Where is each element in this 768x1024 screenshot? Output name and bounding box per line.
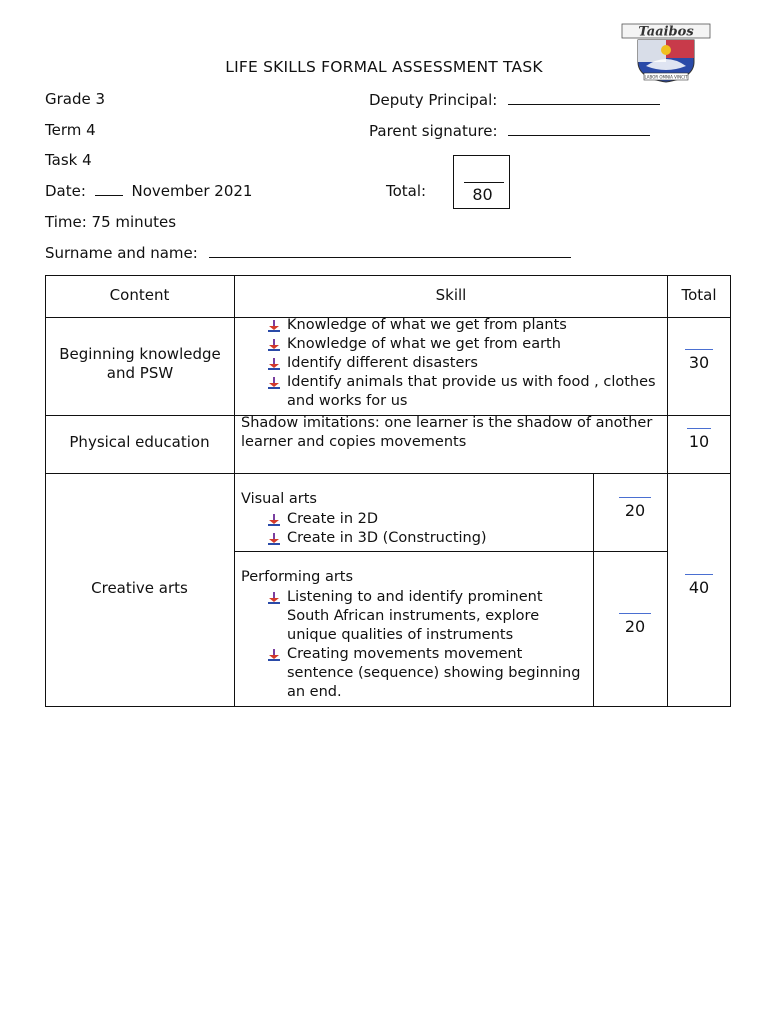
arrow-bullet-icon bbox=[267, 376, 281, 390]
deputy-signature-blank[interactable] bbox=[508, 104, 660, 105]
surname-label: Surname and name: bbox=[45, 244, 198, 262]
date-field bbox=[45, 182, 252, 200]
time-label: Time: 75 minutes bbox=[45, 213, 177, 231]
list-item: Identify animals that provide us with food , clothes and works for us bbox=[265, 373, 665, 411]
list-item: Create in 2D bbox=[265, 510, 585, 529]
skill-list-visual-arts bbox=[265, 510, 585, 548]
logo-text: Taaibos bbox=[638, 24, 694, 40]
list-item: Knowledge of what we get from plants bbox=[265, 316, 665, 335]
task-label: Task 4 bbox=[45, 151, 92, 169]
parent-signature-blank[interactable] bbox=[508, 135, 650, 136]
header-skill: Skill bbox=[435, 286, 467, 304]
score-performing-arts: 20 bbox=[619, 617, 651, 636]
list-item: Create in 3D (Constructing) bbox=[265, 529, 585, 548]
visual-arts-title: Visual arts bbox=[241, 491, 317, 507]
surname-blank[interactable] bbox=[209, 257, 571, 258]
parent-label: Parent signature: bbox=[369, 122, 498, 140]
performing-arts-title: Performing arts bbox=[241, 569, 354, 585]
list-item: Identify different disasters bbox=[265, 354, 665, 373]
list-item: Creating movements movement sentence (sequence) showing beginning an end. bbox=[265, 645, 587, 702]
skill-physical-education: Shadow imitations: one learner is the shadow of another learner and copies movements bbox=[241, 415, 653, 450]
total-value: 80 bbox=[472, 185, 493, 204]
total-box bbox=[453, 155, 510, 209]
surname-field bbox=[45, 244, 571, 262]
row-content-bk-psw: Beginning knowledge and PSW bbox=[59, 345, 221, 382]
arrow-bullet-icon bbox=[267, 319, 281, 333]
page-title: LIFE SKILLS FORMAL ASSESSMENT TASK bbox=[225, 58, 543, 76]
date-value: November 2021 bbox=[131, 182, 253, 200]
score-bk-psw: 30 bbox=[685, 353, 713, 372]
list-item: Knowledge of what we get from earth bbox=[265, 335, 665, 354]
header-content: Content bbox=[109, 286, 170, 304]
arrow-bullet-icon bbox=[267, 357, 281, 371]
row-content-creative-arts: Creative arts bbox=[91, 579, 188, 597]
arrow-bullet-icon bbox=[267, 338, 281, 352]
header-total: Total bbox=[681, 286, 717, 304]
logo-motto: LABOR OMNIA VINCIT bbox=[644, 74, 688, 80]
score-creative-arts: 40 bbox=[685, 578, 713, 597]
skill-list-bk-psw bbox=[265, 316, 665, 411]
arrow-bullet-icon bbox=[267, 591, 281, 605]
parent-field bbox=[369, 122, 650, 140]
deputy-label: Deputy Principal: bbox=[369, 91, 498, 109]
score-visual-arts: 20 bbox=[619, 501, 651, 520]
arrow-bullet-icon bbox=[267, 648, 281, 662]
date-label: Date: bbox=[45, 182, 86, 200]
arrow-bullet-icon bbox=[267, 532, 281, 546]
deputy-field bbox=[369, 91, 660, 109]
row-content-physical-education: Physical education bbox=[69, 433, 210, 451]
skill-list-performing-arts bbox=[265, 588, 587, 702]
arrow-bullet-icon bbox=[267, 513, 281, 527]
total-label: Total: bbox=[386, 182, 427, 200]
score-physical-education: 10 bbox=[687, 432, 711, 451]
list-item: Listening to and identify prominent South African instruments, explore unique qualities of instruments bbox=[265, 588, 587, 645]
term-label: Term 4 bbox=[45, 121, 96, 139]
date-day-blank[interactable] bbox=[95, 195, 123, 196]
assessment-table bbox=[45, 275, 731, 707]
grade-label: Grade 3 bbox=[45, 90, 106, 108]
total-score-blank[interactable] bbox=[464, 182, 504, 183]
